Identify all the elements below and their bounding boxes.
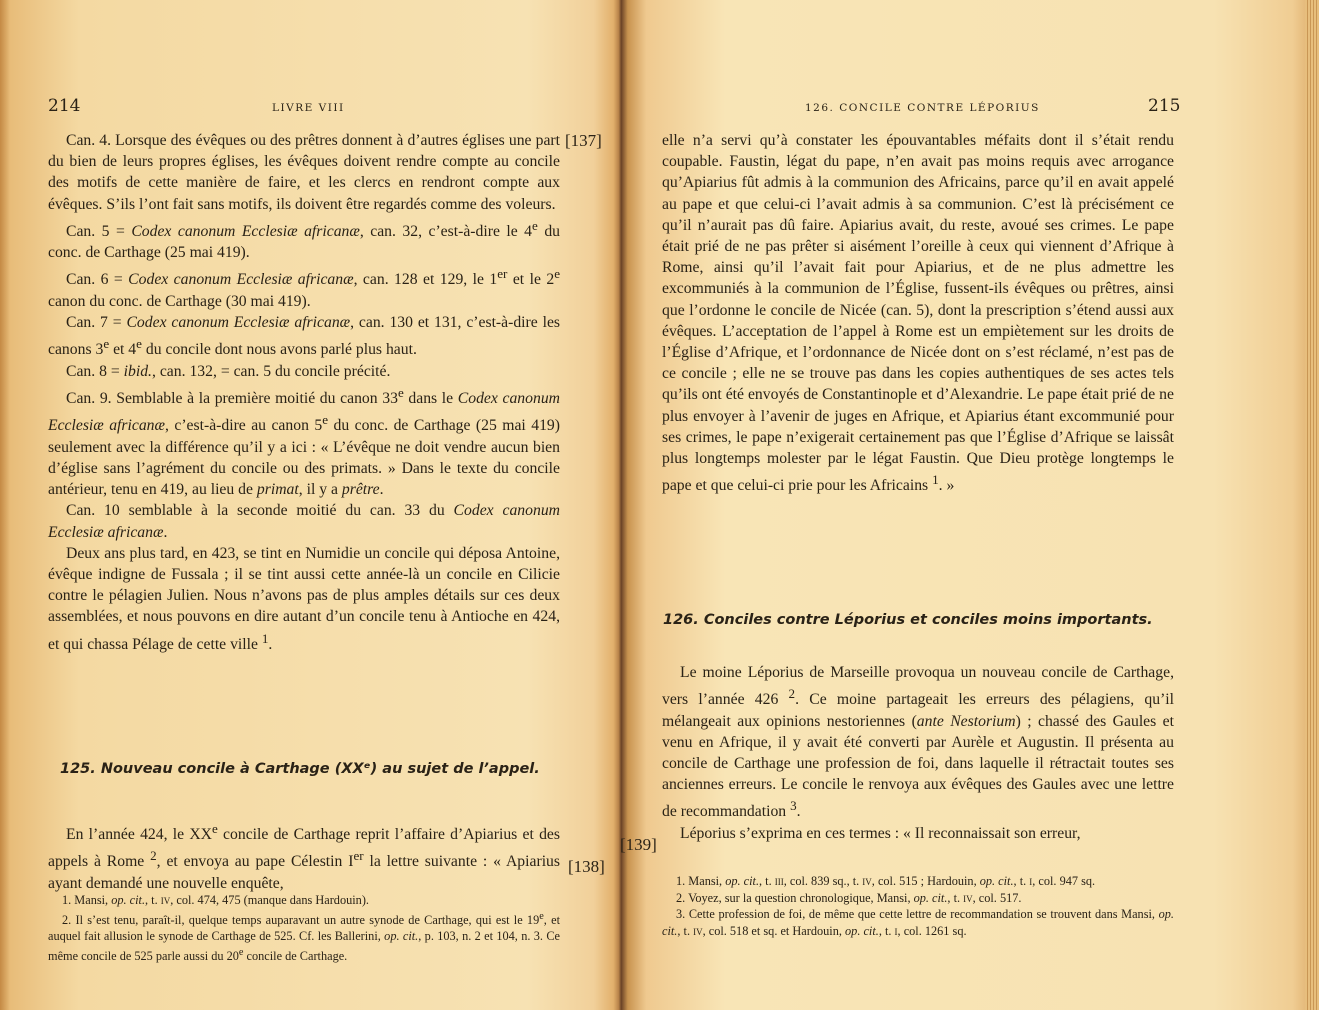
footnotes: 1. Mansi, op. cit., t. iv, col. 474, 475 (manque dans Hardouin). 2. Il s’est tenu, paraît-il, quelque temps auparavant un autre synode de Carthage, qui est le 19e, et auquel fait allusion le synode de Carthage de 525. Cf. les Ballerini, op. cit., p. 103, n. 2 et 104, n. 3. Ce même concile de 525 parle aussi du 20e concile de Carthage. bbox=[48, 893, 561, 963]
section-heading: 126. Conciles contre Léporius et conciles moins importants. bbox=[663, 612, 1153, 628]
section-heading: 125. Nouveau concile à Carthage (XXᵉ) au sujet de l’appel. bbox=[60, 761, 540, 777]
body-text-2: Le moine Léporius de Marseille provoqua un nouveau concile de Carthage, vers l’année 426 $^2$. Ce moine partageait les erreurs des pélagiens, qu’il mélangeait aux opinions nestoriennes (ante Nestorium) ; chassé des Gaules et venu en Afrique, il y avait été converti par Aurèle et Augustin. Il présenta au concile de Carthage une profession de foi, dans laquelle il rétractait toutes ses anciennes erreurs. Le concile le renvoya aux évêques des Gaules avec une lettre de recommandation $^3$. Léporius s’exprima en ces termes : « Il reconnaissait son erreur, bbox=[662, 664, 1175, 842]
body-text: elle n’a servi qu’à constater les épouvantables méfaits dont il s’était rendu coupable. Faustin, légat du pape, n’en avait pas moins requis avec arrogance qu’Apiarius fût admis à la communion des Africains, parce qu’il en avait appelé au pape et que celui-ci l’avait admis à sa communion. C’est là précisément ce qu’il n’aurait pas dû faire. Apiarius avait, du reste, avoué ses crimes. Le pape était prié de ne pas prêter si aisément l’oreille à ceux qui viennent d’Afrique à Rome, ainsi qu’il l’avait fait pour Apiarius, et de ne plus admettre les excommuniés à la communion de l’Église, fussent-ils évêques ou prêtres, ainsi que l’ordonne le concile de Nicée (can. 5), dont la prescription s’étend aussi aux évêques. L’acceptation de l’appel à Rome est un empiètement sur les droits de l’Église d’Afrique, et l’ordonnance de Nicée dont on s’est réclamé, n’est pas de ce concile ; elle ne se trouve pas dans les copies authentiques de ses actes tels qu’ils ont été envoyés de Constantinople et d’Alexandrie. Le pape était prié de ne plus envoyer à l’avenir de juges en Afrique, et Apiarius étant excommunié pour ses crimes, le pape n’exigerait certainement pas que l’Église d’Afrique se laissât plus longtemps molester par le légat Faustin. Que Dieu protège longtemps le pape et que celui-ci prie pour les Africains $^1$. » bbox=[662, 132, 1174, 495]
left-page bbox=[0, 0, 620, 1010]
footnotes: 1. Mansi, op. cit., t. iii, col. 839 sq., t. iv, col. 515 ; Hardouin, op. cit., t. i, col. 947 sq. 2. Voyez, sur la question chronologique, Mansi, op. cit., t. iv, col. 517. 3. Cette profession de foi, de même que cette lettre de recommandation se trouvent dans Mansi, op. cit., t. iv, col. 518 et sq. et Hardouin, op. cit., t. i, col. 1261 sq. bbox=[662, 874, 1174, 938]
margin-marker: [139] bbox=[620, 835, 657, 854]
page-number: 215 bbox=[1148, 96, 1181, 116]
body-text-2: En l’année 424, le XXe concile de Carthage reprit l’affaire d’Apiarius et des appels à Rome $^2$, et envoya au pape Célestin Ier la lettre suivante : « Apiarius ayant demandé une nouvelle enquête, bbox=[48, 821, 560, 892]
body-text: Can. 4. Lorsque des évêques ou des prêtres donnent à d’autres églises une part du bien de leurs propres églises, les évêques doivent rendre compte au concile des motifs de cette manière de faire, et les clercs en rendront compte aux évêques. S’ils l’ont fait sans motifs, ils doivent être regardés comme des voleurs. Can. 5 = Codex canonum Ecclesiæ africanæ, can. 32, c’est-à-dire le 4e du conc. de Carthage (25 mai 419). Can. 6 = Codex canonum Ecclesiæ africanæ, can. 128 et 129, le 1er et le 2e canon du conc. de Carthage (30 mai 419). Can. 7 = Codex canonum Ecclesiæ africanæ, can. 130 et 131, c’est-à-dire les canons 3e et 4e du concile dont nous avons parlé plus haut. Can. 8 = ibid., can. 132, = can. 5 du concile précité. Can. 9. Semblable à la première moitié du canon 33e dans le Codex canonum Ecclesiæ africanæ, c’est-à-dire au canon 5e du conc. de Carthage (25 mai 419) seulement avec la différence qu’il y a ici : « L’évêque ne doit vendre aucun bien d’église sans l’agrément du concile ou des primats. » Dans le texte du concile antérieur, tenu en 419, au lieu de primat, il y a prêtre. Can. 10 semblable à la seconde moitié du can. 33 du Codex canonum Ecclesiæ africanæ. Deux ans plus tard, en 423, se tint en Numidie un concile qui déposa Antoine, évêque indigne de Fussala ; il se tint aussi cette année-là un concile en Cilicie contre le pélagien Julien. Nous n’avons pas de plus amples détails sur ces deux assemblées, et nous pouvons en dire autant d’un concile tenu à Antioche en 424, et qui chassa Pélage de cette ville $^1$. bbox=[48, 132, 561, 653]
running-head: 126. CONCILE CONTRE LÉPORIUS bbox=[805, 102, 1040, 114]
running-head: LIVRE VIII bbox=[272, 102, 345, 114]
page-number: 214 bbox=[48, 96, 81, 116]
margin-marker: [138] bbox=[568, 857, 605, 876]
margin-marker: [137] bbox=[565, 131, 602, 150]
right-page bbox=[620, 0, 1319, 1010]
